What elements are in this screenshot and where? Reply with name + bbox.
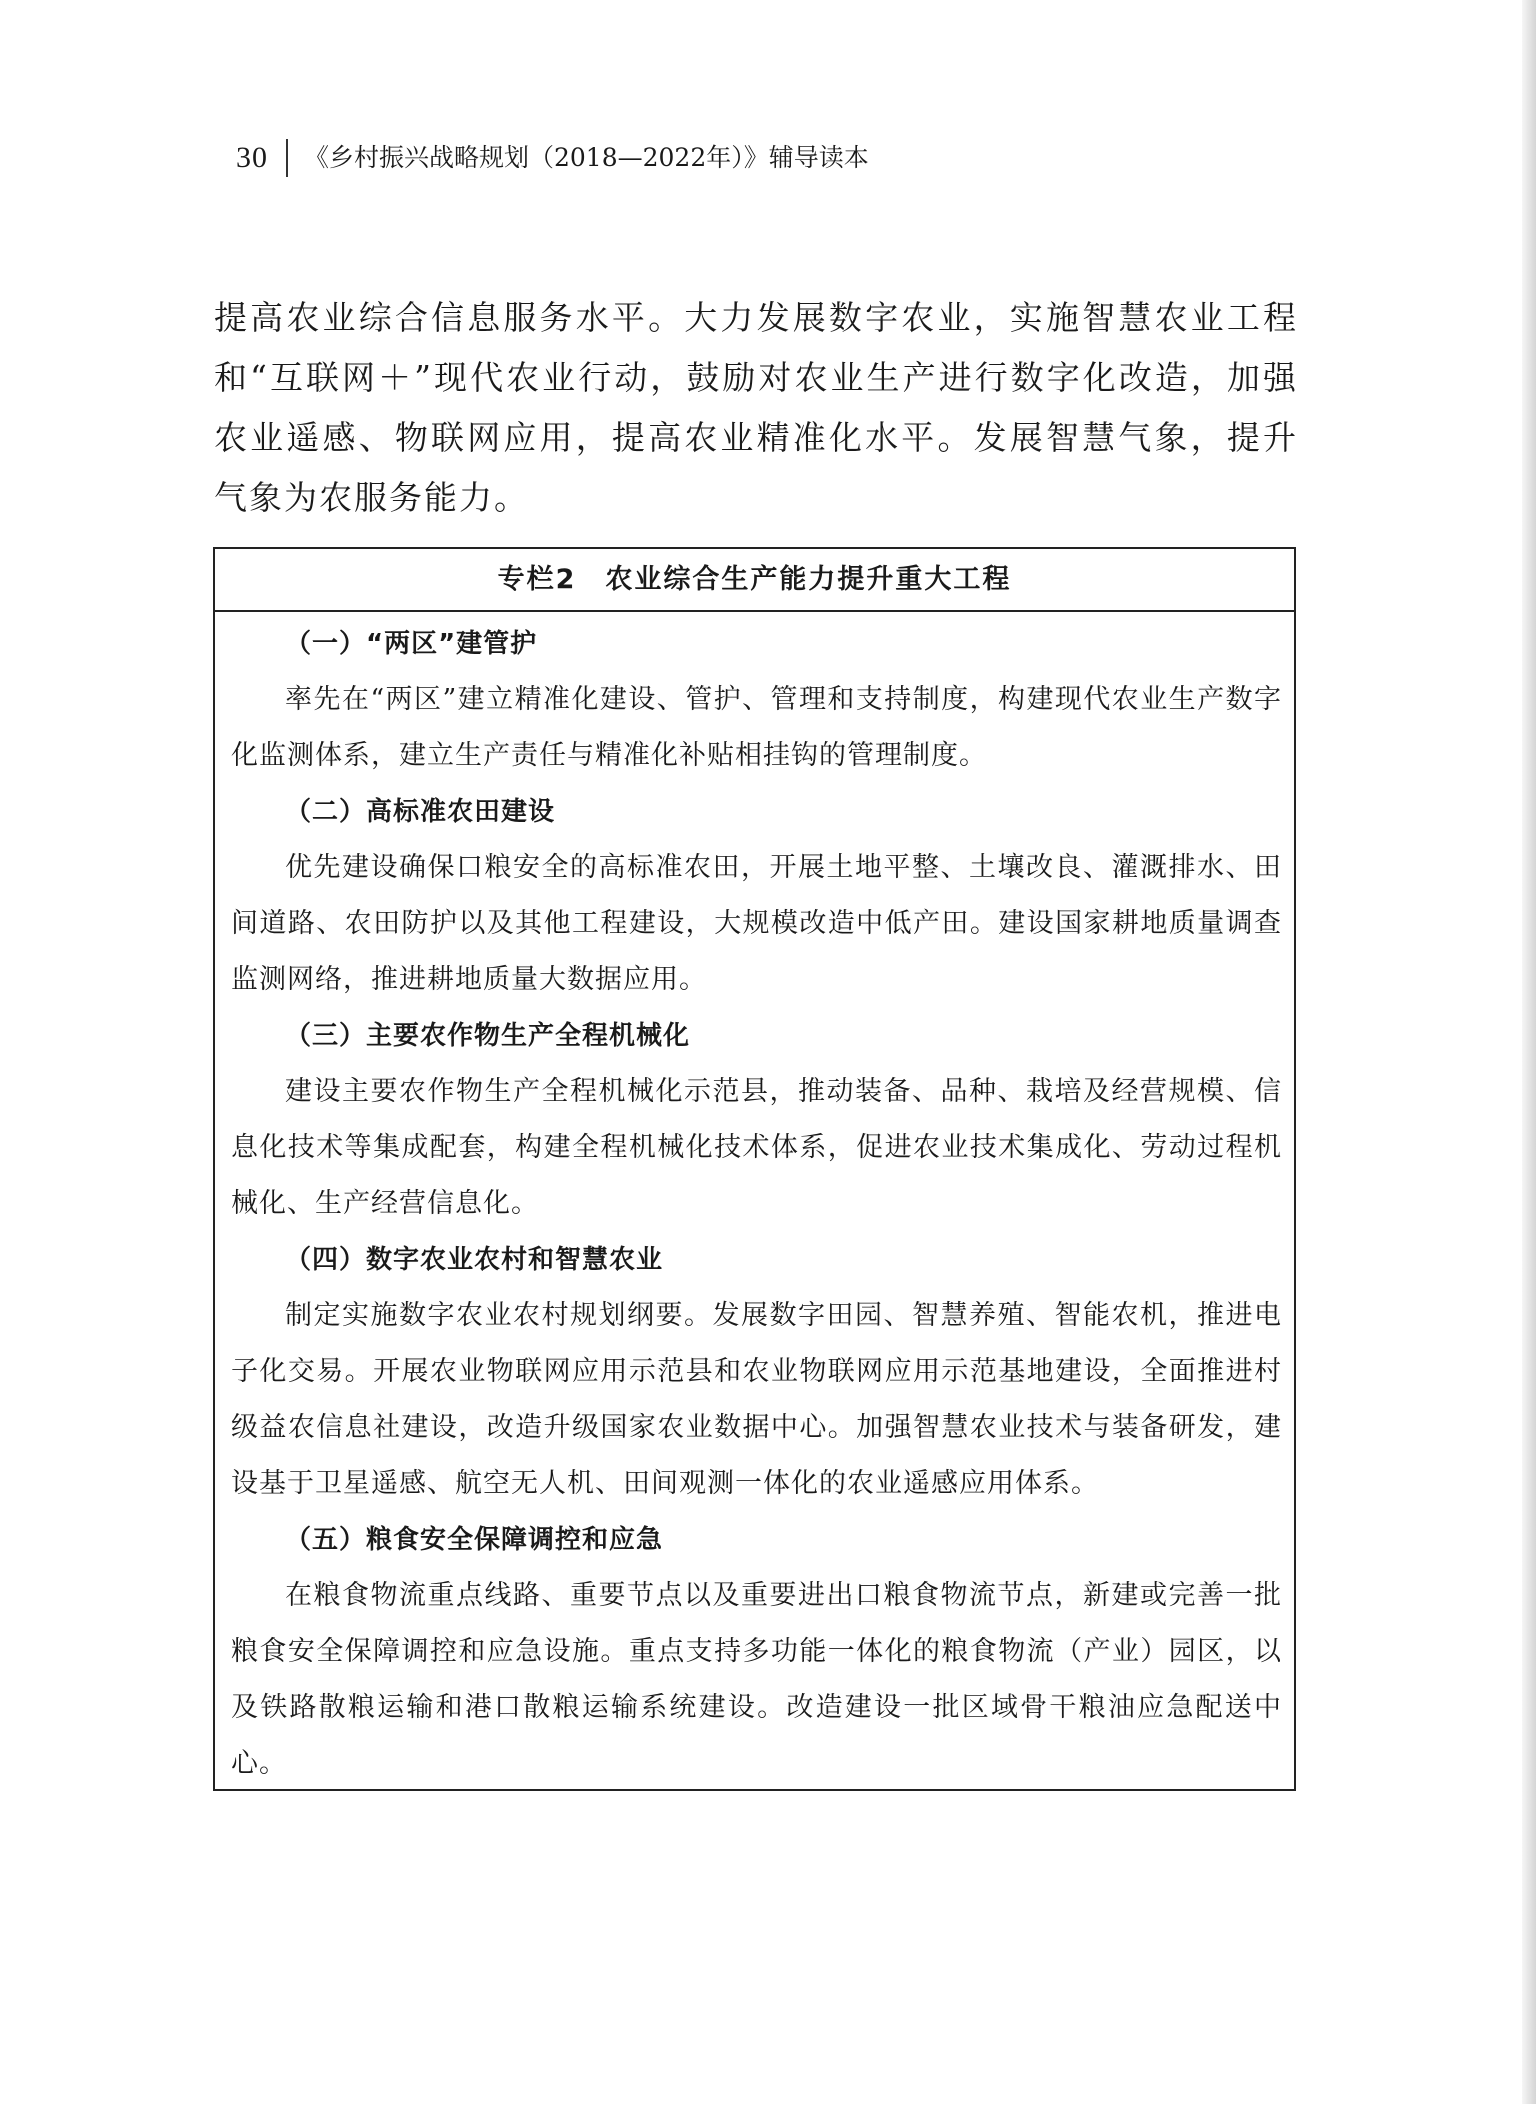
- feature-column-box: [213, 547, 1296, 1791]
- section-heading: （一）“两区”建管护: [285, 629, 538, 659]
- column-section: [231, 1512, 1282, 1792]
- section-heading: （二）高标准农田建设: [285, 797, 556, 827]
- section-text: 优先建设确保口粮安全的高标准农田，开展土地平整、土壤改良、灌溉排水、田间道路、农田防护以及其他工程建设，大规模改造中低产田。建设国家耕地质量调查监测网络，推进耕地质量大数据应用。: [231, 852, 1282, 995]
- column-title: 专栏2 农业综合生产能力提升重大工程: [215, 549, 1294, 612]
- section-text: 建设主要农作物生产全程机械化示范县，推动装备、品种、栽培及经营规模、信息化技术等集成配套，构建全程机械化技术体系，促进农业技术集成化、劳动过程机械化、生产经营信息化。: [231, 1076, 1282, 1219]
- section-heading: （三）主要农作物生产全程机械化: [285, 1021, 691, 1051]
- section-text: 制定实施数字农业农村规划纲要。发展数字田园、智慧养殖、智能农机，推进电子化交易。开展农业物联网应用示范县和农业物联网应用示范基地建设，全面推进村级益农信息社建设，改造升级国家农业数据中心。加强智慧农业技术与装备研发，建设基于卫星遥感、航空无人机、田间观测一体化的农业遥感应用体系。: [231, 1300, 1282, 1499]
- body-paragraph: 提高农业综合信息服务水平。大力发展数字农业，实施智慧农业工程和“互联网＋”现代农业行动，鼓励对农业生产进行数字化改造，加强农业遥感、物联网应用，提高农业精准化水平。发展智慧气象，提升气象为农服务能力。: [214, 298, 1298, 517]
- page-number: 30: [236, 141, 268, 174]
- section-heading: （四）数字农业农村和智慧农业: [285, 1245, 664, 1275]
- header-divider: [286, 139, 288, 177]
- column-body: [215, 612, 1294, 1792]
- page-header: [236, 138, 869, 178]
- section-text: 在粮食物流重点线路、重要节点以及重要进出口粮食物流节点，新建或完善一批粮食安全保障调控和应急设施。重点支持多功能一体化的粮食物流（产业）园区，以及铁路散粮运输和港口散粮运输系统建设。改造建设一批区域骨干粮油应急配送中心。: [231, 1580, 1282, 1779]
- running-title: 《乡村振兴战略规划（2018—2022年）》辅导读本: [304, 143, 869, 172]
- column-section: [231, 784, 1282, 1008]
- section-heading: （五）粮食安全保障调控和应急: [285, 1525, 664, 1555]
- column-section: [231, 616, 1282, 784]
- section-text: 率先在“两区”建立精准化建设、管护、管理和支持制度，构建现代农业生产数字化监测体系，建立生产责任与精准化补贴相挂钩的管理制度。: [231, 684, 1282, 771]
- column-section: [231, 1008, 1282, 1232]
- page-edge-shadow: [1522, 0, 1536, 2104]
- column-section: [231, 1232, 1282, 1512]
